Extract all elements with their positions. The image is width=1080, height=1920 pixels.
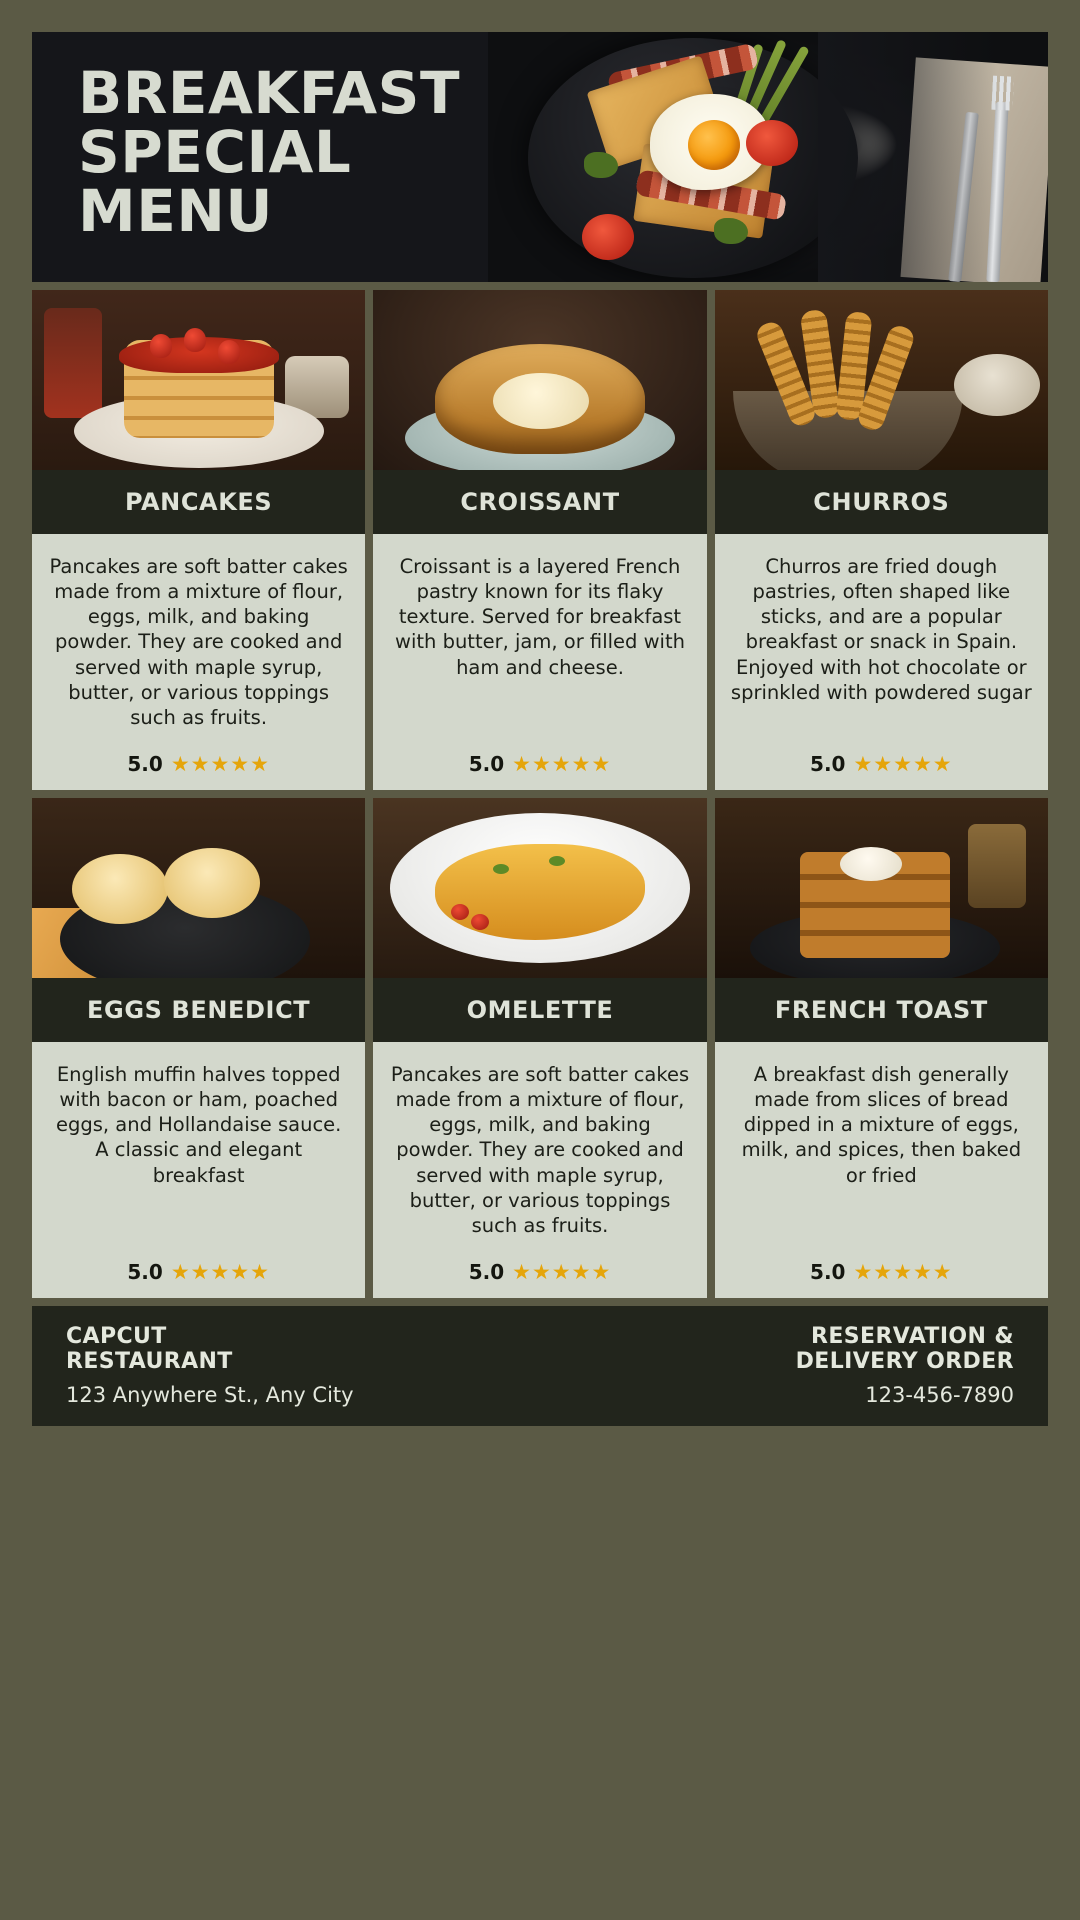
- cream-dollop: [840, 847, 902, 881]
- menu-item-name: EGGS BENEDICT: [32, 978, 365, 1042]
- menu-item-name: CHURROS: [715, 470, 1048, 534]
- menu-card-french-toast[interactable]: [715, 798, 1048, 1298]
- menu-card-body: [715, 1042, 1048, 1298]
- page-title-line-3: MENU: [78, 177, 273, 246]
- page-title-line-2: SPECIAL: [78, 118, 352, 187]
- syrup-bottle: [968, 824, 1026, 908]
- dipping-sauce-bowl: [954, 354, 1040, 416]
- brand-name-line-2: RESTAURANT: [66, 1348, 233, 1374]
- menu-card-body: [32, 534, 365, 790]
- hero-banner: [32, 32, 1048, 282]
- footer-brand-block: [66, 1325, 354, 1406]
- menu-item-name: OMELETTE: [373, 978, 706, 1042]
- rating-value: 5.0: [810, 1259, 846, 1284]
- hero-breakfast-photo: [488, 32, 1048, 282]
- brand-name-line-1: CAPCUT: [66, 1324, 167, 1350]
- footer-reservation-block: [796, 1325, 1014, 1406]
- omelette-photo: [373, 798, 706, 978]
- egg-yolk: [688, 120, 740, 170]
- menu-item-name: PANCAKES: [32, 470, 365, 534]
- menu-grid-row-2: [32, 798, 1048, 1298]
- strawberry: [150, 334, 172, 358]
- menu-card-eggs-benedict[interactable]: [32, 798, 365, 1298]
- hero-gradient-overlay: [818, 32, 998, 282]
- croissant-photo: [373, 290, 706, 470]
- rating-value: 5.0: [127, 751, 163, 776]
- star-icon: ★★★★★: [170, 1259, 270, 1284]
- menu-card-churros[interactable]: [715, 290, 1048, 790]
- menu-card-croissant[interactable]: [373, 290, 706, 790]
- pancakes-photo: [32, 290, 365, 470]
- footer-address: 123 Anywhere St., Any City: [66, 1382, 354, 1407]
- menu-grid-row-1: [32, 290, 1048, 790]
- poached-egg: [164, 848, 260, 918]
- reservation-label-line-1: RESERVATION &: [811, 1324, 1014, 1350]
- rating: [389, 1260, 690, 1284]
- rating-value: 5.0: [468, 751, 505, 776]
- rating: [731, 752, 1032, 776]
- tomato-slice: [582, 214, 634, 260]
- star-icon: ★★★★★: [853, 1259, 953, 1284]
- star-icon: ★★★★★: [853, 751, 953, 776]
- parsley-garnish: [584, 152, 618, 178]
- reservation-label-line-2: DELIVERY ORDER: [795, 1348, 1014, 1374]
- french-toast-photo: [715, 798, 1048, 978]
- page-title: [78, 59, 461, 246]
- menu-item-description: Pancakes are soft batter cakes made from a mixture of flour, eggs, milk, and baking powder. They are cooked and served with maple syrup, butter, or various toppings such as fruits.: [390, 1062, 690, 1237]
- star-icon: ★★★★★: [512, 1259, 612, 1284]
- menu-item-description: Pancakes are soft batter cakes made from a mixture of flour, eggs, milk, and baking powder. They are cooked and served with maple syrup, butter, or various toppings such as fruits.: [49, 555, 348, 729]
- star-icon: ★★★★★: [512, 751, 612, 776]
- menu-card-body: [373, 534, 706, 790]
- rating: [48, 752, 349, 776]
- rating-value: 5.0: [468, 1259, 505, 1284]
- menu-item-name: CROISSANT: [373, 470, 706, 534]
- parsley-garnish: [714, 218, 748, 244]
- menu-item-description: A breakfast dish generally made from slices of bread dipped in a mixture of eggs, milk, and spices, then baked or fried: [741, 1062, 1022, 1187]
- syrup-jar: [44, 308, 102, 418]
- menu-card-body: [373, 1042, 706, 1298]
- cream-filling: [493, 373, 589, 429]
- tomato-slice: [746, 120, 798, 166]
- menu-item-name: FRENCH TOAST: [715, 978, 1048, 1042]
- star-icon: ★★★★★: [170, 751, 270, 776]
- menu-card-pancakes[interactable]: [32, 290, 365, 790]
- menu-card-omelette[interactable]: [373, 798, 706, 1298]
- strawberry: [218, 340, 240, 364]
- menu-item-description: Churros are fried dough pastries, often shaped like sticks, and are a popular breakfast or snack in Spain. Enjoyed with hot chocolate or sprinkled with powdered sugar: [730, 555, 1032, 704]
- menu-item-description: Croissant is a layered French pastry known for its flaky texture. Served for breakfast with butter, jam, or filled with ham and cheese.: [395, 555, 685, 679]
- menu-card-body: [715, 534, 1048, 790]
- churros-photo: [715, 290, 1048, 470]
- rating-value: 5.0: [810, 751, 846, 776]
- footer: [32, 1306, 1048, 1426]
- rating: [731, 1260, 1032, 1284]
- eggs-benedict-photo: [32, 798, 365, 978]
- page-title-line-1: BREAKFAST: [78, 59, 461, 127]
- strawberry: [184, 328, 206, 352]
- footer-phone[interactable]: 123-456-7890: [865, 1382, 1014, 1407]
- poached-egg: [72, 854, 168, 924]
- rating-value: 5.0: [127, 1259, 163, 1284]
- rating: [389, 752, 690, 776]
- menu-item-description: English muffin halves topped with bacon or ham, poached eggs, and Hollandaise sauce. A classic and elegant breakfast: [55, 1062, 342, 1187]
- rating: [48, 1260, 349, 1284]
- menu-card-body: [32, 1042, 365, 1298]
